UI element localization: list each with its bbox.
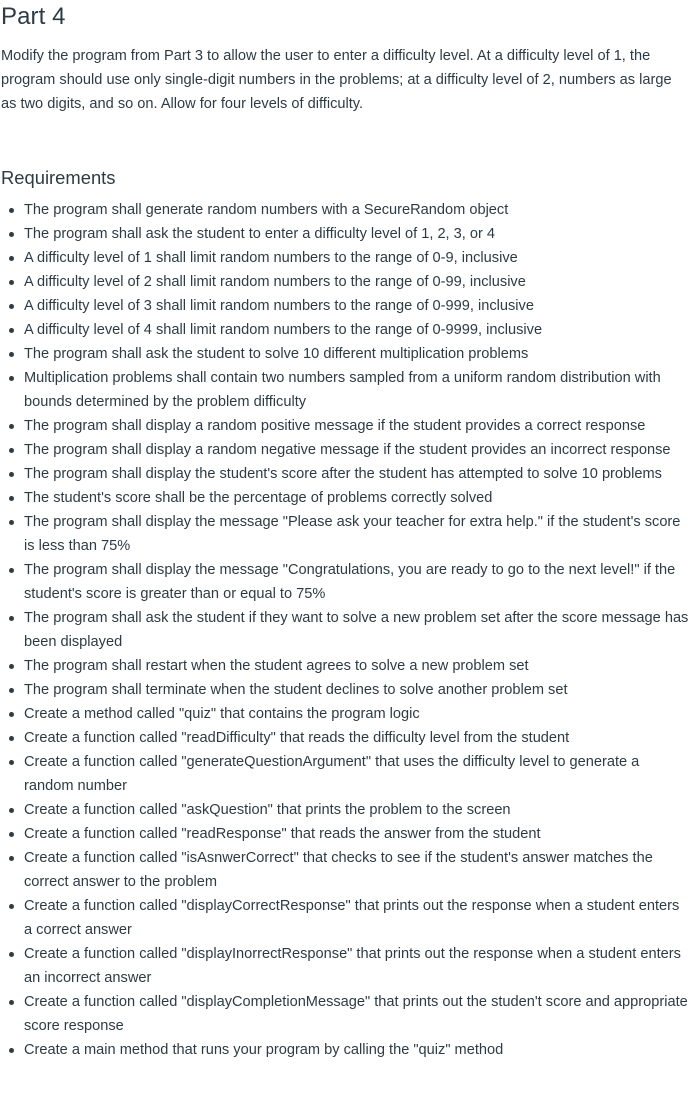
list-item: The program shall generate random numbers with a SecureRandom object xyxy=(24,198,691,222)
intro-paragraph: Modify the program from Part 3 to allow the user to enter a difficulty level. At a difficulty level of 1, the program should use only single-digit numbers in the problems; at a difficulty level of 2, numbers as large as two digits, and so on. Allow for four levels of difficulty. xyxy=(1,48,672,112)
page-title: Part 4 xyxy=(1,3,66,30)
list-item: A difficulty level of 3 shall limit random numbers to the range of 0-999, inclusive xyxy=(24,294,691,318)
list-item: Create a method called "quiz" that contains the program logic xyxy=(24,702,691,726)
list-item: The program shall ask the student to solve 10 different multiplication problems xyxy=(24,342,691,366)
list-item: Create a function called "readDifficulty" that reads the difficulty level from the student xyxy=(24,726,691,750)
list-item: Create a function called "displayCorrectResponse" that prints out the response when a student enters a correct answer xyxy=(24,894,691,942)
requirements-heading: Requirements xyxy=(1,167,116,188)
list-item: Create a function called "generateQuestionArgument" that uses the difficulty level to generate a random number xyxy=(24,750,691,798)
list-item: The program shall display the message "Congratulations, you are ready to go to the next level!" if the student's score is greater than or equal to 75% xyxy=(24,558,691,606)
list-item: Multiplication problems shall contain two numbers sampled from a uniform random distribution with bounds determined by the problem difficulty xyxy=(24,366,691,414)
list-item: Create a function called "askQuestion" that prints the problem to the screen xyxy=(24,798,691,822)
list-item: A difficulty level of 4 shall limit random numbers to the range of 0-9999, inclusive xyxy=(24,318,691,342)
list-item: A difficulty level of 2 shall limit random numbers to the range of 0-99, inclusive xyxy=(24,270,691,294)
list-item: Create a main method that runs your program by calling the "quiz" method xyxy=(24,1038,691,1062)
list-item: Create a function called "displayInorrectResponse" that prints out the response when a student enters an incorrect answer xyxy=(24,942,691,990)
list-item: The program shall terminate when the student declines to solve another problem set xyxy=(24,678,691,702)
list-item: The student's score shall be the percentage of problems correctly solved xyxy=(24,486,691,510)
list-item: A difficulty level of 1 shall limit random numbers to the range of 0-9, inclusive xyxy=(24,246,691,270)
list-item: The program shall display the message "Please ask your teacher for extra help." if the student's score is less than 75% xyxy=(24,510,691,558)
list-item: Create a function called "displayCompletionMessage" that prints out the studen't score and appropriate score response xyxy=(24,990,691,1038)
list-item: The program shall restart when the student agrees to solve a new problem set xyxy=(24,654,691,678)
list-item: The program shall ask the student if they want to solve a new problem set after the score message has been displayed xyxy=(24,606,691,654)
list-item: The program shall display a random positive message if the student provides a correct response xyxy=(24,414,691,438)
list-item: The program shall display a random negative message if the student provides an incorrect response xyxy=(24,438,691,462)
requirements-list xyxy=(0,198,691,1062)
list-item: The program shall display the student's score after the student has attempted to solve 10 problems xyxy=(24,462,691,486)
list-item: Create a function called "readResponse" that reads the answer from the student xyxy=(24,822,691,846)
list-item: Create a function called "isAsnwerCorrect" that checks to see if the student's answer matches the correct answer to the problem xyxy=(24,846,691,894)
list-item: The program shall ask the student to enter a difficulty level of 1, 2, 3, or 4 xyxy=(24,222,691,246)
